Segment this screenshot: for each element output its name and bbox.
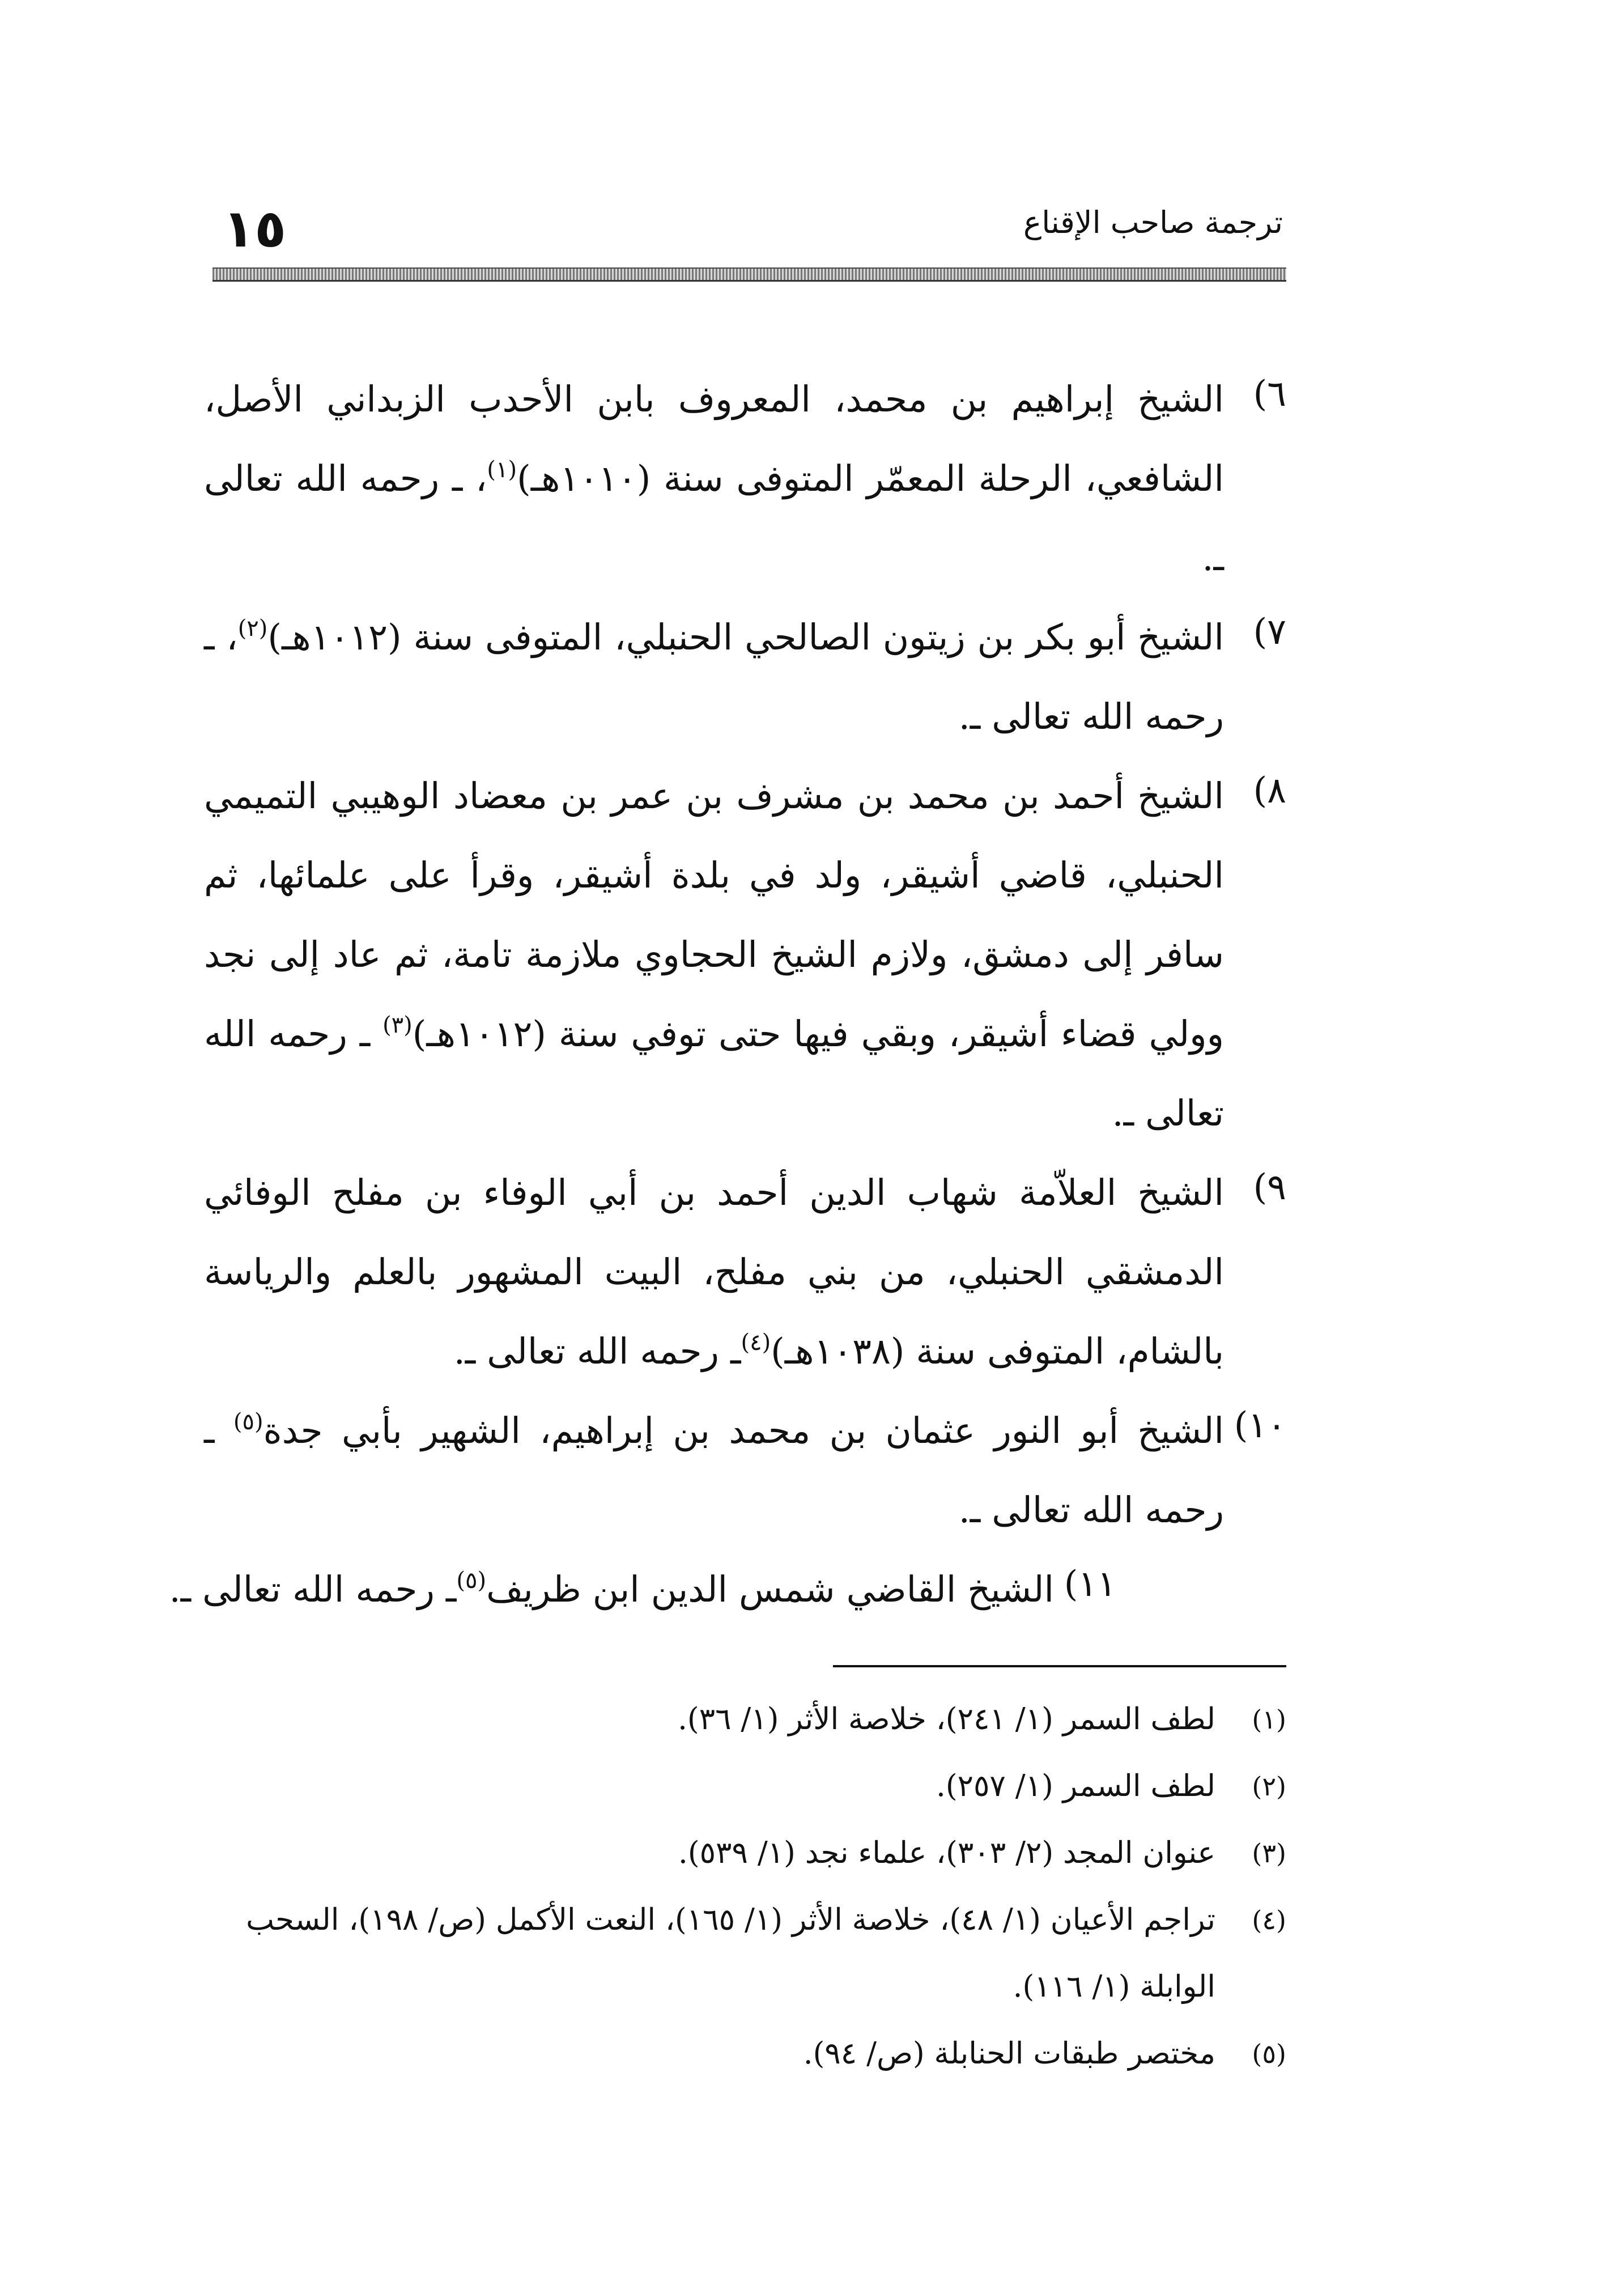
footnote-number: (٤): [1252, 1905, 1286, 1935]
footnote-3: [204, 1820, 1286, 1887]
entry-tail: ـ رحمه الله تعالى ـ.: [204, 1013, 1224, 1134]
footnote-number: (٥): [1252, 2039, 1286, 2069]
entry-number: ٨): [1253, 770, 1286, 811]
entry-text: [204, 757, 1224, 1153]
footnote-4: [204, 1887, 1286, 2020]
entry-11: [169, 1550, 1286, 1629]
entry-body: الشيخ أحمد بن محمد بن مشرف بن عمر بن معضاد الوهيبي التميمي الحنبلي، قاضي أشيقر، ولد في بلدة أشيقر، وقرأ على علمائها، ثم سافر إلى دمشق، ولازم الشيخ الحجاوي ملازمة تامة، ثم عاد إلى نجد وولي قضاء أشيقر، وبقي فيها حتى توفي سنة (١٠١٢هـ): [204, 775, 1224, 1055]
running-title: ترجمة صاحب الإقناع: [1023, 205, 1283, 240]
entry-text: [169, 1550, 1054, 1629]
entry-tail: ، ـ رحمه الله تعالى ـ.: [204, 458, 1224, 579]
entry-body: الشيخ أبو النور عثمان بن محمد بن إبراهيم، الشهير بأبي جدة: [263, 1410, 1224, 1451]
entry-number: ٧): [1253, 611, 1286, 652]
footnote-text: مختصر طبقات الحنابلة (ص/ ٩٤).: [803, 2036, 1215, 2071]
main-text: [169, 360, 1286, 1629]
footnote-1: [204, 1686, 1286, 1753]
footnote-separator: [833, 1665, 1286, 1667]
entry-9: [204, 1153, 1286, 1391]
entry-text: [204, 1153, 1224, 1391]
entry-text: [204, 360, 1224, 598]
entry-tail: ـ رحمه الله تعالى ـ.: [204, 1410, 1224, 1531]
footnote-number: (٣): [1252, 1838, 1286, 1869]
entry-tail: ، ـ رحمه الله تعالى ـ.: [204, 617, 1224, 737]
footnote-ref[interactable]: (٤): [741, 1330, 771, 1356]
entry-number: ١١): [1064, 1563, 1116, 1604]
header-rule: [212, 267, 1286, 282]
entry-tail: ـ رحمه الله تعالى ـ.: [453, 1331, 741, 1372]
entry-text: [204, 1391, 1224, 1550]
footnote-text: تراجم الأعيان (١/ ٤٨)، خلاصة الأثر (١/ ١٦٥)، النعت الأكمل (ص/ ١٩٨)، السحب الوابلة (١/ ١١٦).: [246, 1903, 1215, 2004]
footnote-number: (٢): [1252, 1771, 1286, 1802]
footnote-ref[interactable]: (٣): [382, 1012, 413, 1038]
entry-body: الشيخ العلاّمة شهاب الدين أحمد بن أبي الوفاء بن مفلح الوفائي الدمشقي الحنبلي، من بني مفلح، البيت المشهور بالعلم والرياسة بالشام، المتوفى سنة (١٠٣٨هـ): [204, 1172, 1224, 1372]
entry-number: ٩): [1253, 1166, 1286, 1208]
footnote-ref[interactable]: (٥): [233, 1409, 263, 1435]
entry-body: الشيخ أبو بكر بن زيتون الصالحي الحنبلي، المتوفى سنة (١٠١٢هـ): [267, 617, 1224, 658]
footnote-ref[interactable]: (١): [487, 457, 517, 483]
footnote-text: لطف السمر (١/ ٢٥٧).: [936, 1769, 1215, 1803]
entry-body: الشيخ القاضي شمس الدين ابن ظريف: [486, 1569, 1054, 1610]
entry-6: [204, 360, 1286, 598]
footnotes: [204, 1686, 1286, 2087]
entry-number: ١٠): [1234, 1404, 1286, 1446]
footnote-number: (١): [1252, 1704, 1286, 1735]
footnote-ref[interactable]: (٥): [456, 1568, 487, 1594]
entry-body: الشيخ إبراهيم بن محمد، المعروف بابن الأحدب الزبداني الأصل، الشافعي، الرحلة المعمّر المتوفى سنة (١٠١٠هـ): [204, 379, 1225, 499]
entry-7: [204, 598, 1286, 757]
footnote-2: [204, 1753, 1286, 1820]
entry-number: ٦): [1253, 373, 1286, 414]
entry-10: [204, 1391, 1286, 1550]
footnote-text: عنوان المجد (٢/ ٣٠٣)، علماء نجد (١/ ٥٣٩).: [678, 1836, 1215, 1870]
page-header: [212, 193, 1286, 266]
entry-text: [204, 598, 1224, 757]
footnote-5: [204, 2020, 1286, 2087]
page-number: ١٥: [223, 198, 287, 259]
entry-8: [204, 757, 1286, 1153]
footnote-ref[interactable]: (٢): [237, 615, 268, 642]
footnote-text: لطف السمر (١/ ٢٤١)، خلاصة الأثر (١/ ٣٦).: [678, 1702, 1215, 1736]
entry-tail: ـ رحمه الله تعالى ـ.: [169, 1569, 457, 1610]
